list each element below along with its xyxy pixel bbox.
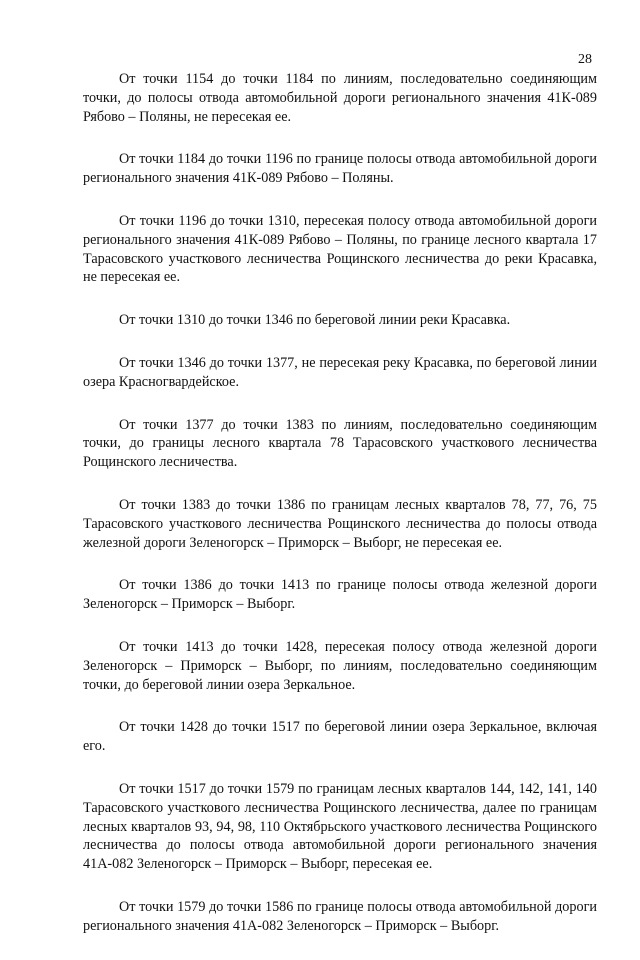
document-body — [83, 70, 597, 960]
paragraph: От точки 1154 до точки 1184 по линиям, последовательно соединяющим точки, до полосы отвода автомобильной дороги регионального значения 41К-089 Рябово – Поляны, не пересекая ее. — [83, 71, 597, 125]
paragraph: От точки 1517 до точки 1579 по границам лесных кварталов 144, 142, 141, 140 Тарасовского участкового лесничества Рощинского лесничества, далее по границам лесных кварталов 93, 94, 98, 110 Октябрьского участкового лесничества Рощинского лесничества до полосы отвода автомобильной дороги регионального значения 41А-082 Зеленогорск – Приморск – Выборг, пересекая ее. — [83, 780, 597, 873]
paragraph: От точки 1579 до точки 1586 по границе полосы отвода автомобильной дороги регионального значения 41А-082 Зеленогорск – Приморск – Выборг. — [83, 898, 597, 934]
paragraph: От точки 1184 до точки 1196 по границе полосы отвода автомобильной дороги регионального значения 41К-089 Рябово – Поляны. — [83, 151, 597, 187]
paragraph: От точки 1346 до точки 1377, не пересекая реку Красавка, по береговой линии озера Красногвардейское. — [83, 354, 597, 390]
paragraph: От точки 1386 до точки 1413 по границе полосы отвода железной дороги Зеленогорск – Приморск – Выборг. — [83, 577, 597, 613]
paragraph: От точки 1196 до точки 1310, пересекая полосу отвода автомобильной дороги регионального значения 41К-089 Рябово – Поляны, по границе лесного квартала 17 Тарасовского участкового лесничества Рощинского лесничества до реки Красавка, не пересекая ее. — [83, 212, 597, 286]
paragraph: От точки 1310 до точки 1346 по береговой линии реки Красавка. — [119, 312, 511, 329]
paragraph: От точки 1377 до точки 1383 по линиям, последовательно соединяющим точки, до границы лесного квартала 78 Тарасовского участкового лесничества Рощинского лесничества. — [83, 416, 597, 471]
paragraph: От точки 1383 до точки 1386 по границам лесных кварталов 78, 77, 76, 75 Тарасовского участкового лесничества Рощинского лесничества до полосы отвода железной дороги Зеленогорск – Приморск – Выборг, не пересекая ее. — [83, 496, 597, 551]
paragraph: От точки 1413 до точки 1428, пересекая полосу отвода железной дороги Зеленогорск – Приморск – Выборг, по линиям, последовательно соединяющим точки, до береговой линии озера Зеркальное. — [83, 638, 597, 693]
page-number: 28 — [578, 52, 592, 67]
paragraph: От точки 1428 до точки 1517 по береговой линии озера Зеркальное, включая его. — [83, 719, 597, 755]
